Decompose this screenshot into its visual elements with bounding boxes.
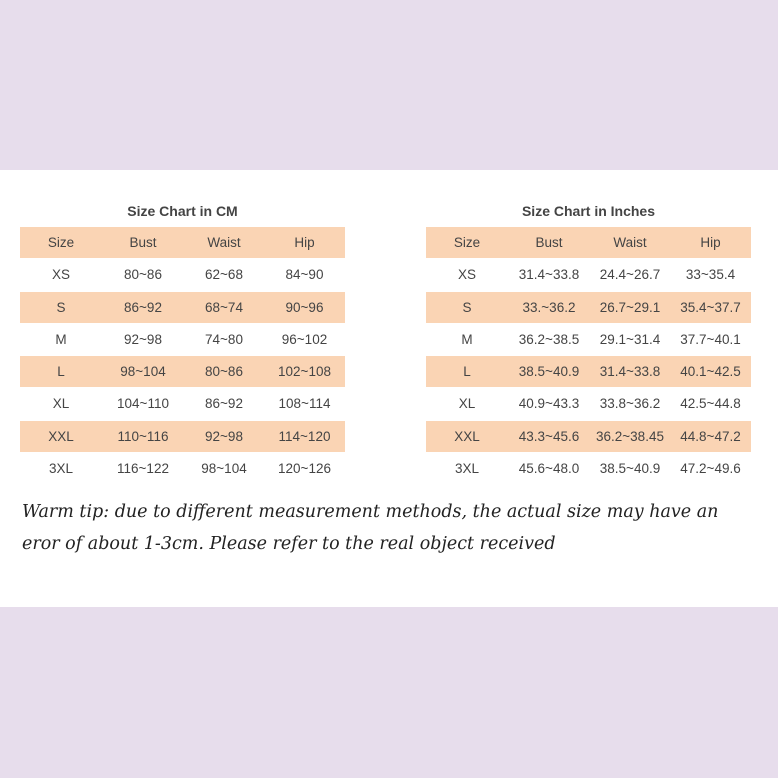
table-row (426, 259, 751, 290)
waist-cell: 36.2~38.45 (596, 428, 664, 444)
header-cell: Size (47, 235, 75, 250)
warm-tip-note (22, 496, 762, 560)
cm-table-header-row (20, 227, 345, 258)
waist-cell: 38.5~40.9 (599, 461, 661, 477)
table-row (20, 421, 345, 452)
table-row (20, 453, 345, 484)
hip-cell: 35.4~37.7 (680, 299, 741, 315)
table-row (426, 324, 751, 355)
header-cell: Hip (700, 235, 721, 250)
waist-cell: 68~74 (205, 299, 243, 315)
size-cell: XXL (48, 428, 74, 444)
bust-cell: 31.4~33.8 (518, 267, 580, 283)
waist-cell: 26.7~29.1 (599, 299, 661, 315)
top-background-band (0, 0, 778, 170)
inch-table-title: Size Chart in Inches (521, 203, 656, 219)
bust-cell: 98~104 (120, 364, 166, 380)
hip-cell: 44.8~47.2 (680, 428, 741, 444)
bust-cell: 38.5~40.9 (518, 364, 580, 380)
waist-cell: 98~104 (201, 461, 247, 477)
hip-cell: 47.2~49.6 (680, 461, 741, 477)
table-row (426, 356, 751, 387)
waist-cell: 29.1~31.4 (599, 331, 661, 347)
warm-tip-line-1: Warm tip: due to different measurement methods, the actual size may have an (22, 502, 719, 522)
bust-cell: 45.6~48.0 (518, 461, 580, 477)
header-cell: Waist (613, 235, 647, 250)
waist-cell: 33.8~36.2 (599, 396, 661, 412)
bust-cell: 33.~36.2 (522, 299, 576, 315)
size-chart-card (0, 170, 778, 607)
size-cell: M (461, 331, 473, 347)
bust-cell: 116~122 (117, 461, 169, 477)
size-cell: L (57, 364, 65, 380)
table-row (426, 292, 751, 323)
hip-cell: 33~35.4 (685, 267, 736, 283)
hip-cell: 40.1~42.5 (680, 364, 741, 380)
inch-table-header-row (426, 227, 751, 258)
size-cell: XL (458, 396, 476, 412)
table-row (20, 388, 345, 419)
hip-cell: 84~90 (285, 267, 324, 283)
cm-size-table (20, 198, 345, 485)
size-cell: XL (52, 396, 70, 412)
header-cell: Waist (207, 235, 241, 250)
hip-cell: 102~108 (278, 364, 331, 380)
waist-cell: 24.4~26.7 (599, 267, 661, 283)
table-row (426, 388, 751, 419)
bust-cell: 40.9~43.3 (518, 396, 580, 412)
size-cell: 3XL (48, 461, 74, 477)
hip-cell: 42.5~44.8 (680, 396, 741, 412)
hip-cell: 114~120 (278, 428, 331, 444)
size-cell: XXL (454, 428, 480, 444)
hip-cell: 37.7~40.1 (680, 331, 741, 347)
bust-cell: 92~98 (124, 331, 162, 347)
header-cell: Bust (129, 235, 157, 250)
bust-cell: 104~110 (117, 396, 169, 412)
waist-cell: 80~86 (205, 364, 243, 380)
size-cell: S (56, 299, 66, 315)
bottom-background-band (0, 607, 778, 778)
header-cell: Size (453, 235, 481, 250)
waist-cell: 92~98 (205, 428, 243, 444)
bust-cell: 43.3~45.6 (518, 428, 580, 444)
hip-cell: 108~114 (278, 396, 331, 412)
table-row (20, 259, 345, 290)
table-row (20, 324, 345, 355)
inch-size-table (426, 198, 751, 485)
size-cell: L (463, 364, 471, 380)
bust-cell: 86~92 (124, 299, 162, 315)
size-cell: XS (457, 267, 476, 283)
table-row (426, 421, 751, 452)
size-cell: M (55, 331, 67, 347)
table-row (426, 453, 751, 484)
waist-cell: 86~92 (205, 396, 243, 412)
waist-cell: 62~68 (205, 267, 243, 283)
hip-cell: 120~126 (278, 461, 331, 477)
table-row (20, 292, 345, 323)
warm-tip-line-2: eror of about 1-3cm. Please refer to the real object received (22, 534, 556, 554)
size-cell: 3XL (454, 461, 480, 477)
header-cell: Hip (294, 235, 315, 250)
hip-cell: 96~102 (281, 331, 328, 347)
hip-cell: 90~96 (285, 299, 324, 315)
header-cell: Bust (535, 235, 563, 250)
size-cell: XS (51, 267, 70, 283)
table-row (20, 356, 345, 387)
waist-cell: 74~80 (205, 331, 243, 347)
bust-cell: 36.2~38.5 (518, 331, 580, 347)
size-cell: S (462, 299, 472, 315)
waist-cell: 31.4~33.8 (599, 364, 661, 380)
cm-table-title: Size Chart in CM (127, 203, 238, 219)
bust-cell: 80~86 (124, 267, 162, 283)
bust-cell: 110~116 (117, 428, 169, 444)
